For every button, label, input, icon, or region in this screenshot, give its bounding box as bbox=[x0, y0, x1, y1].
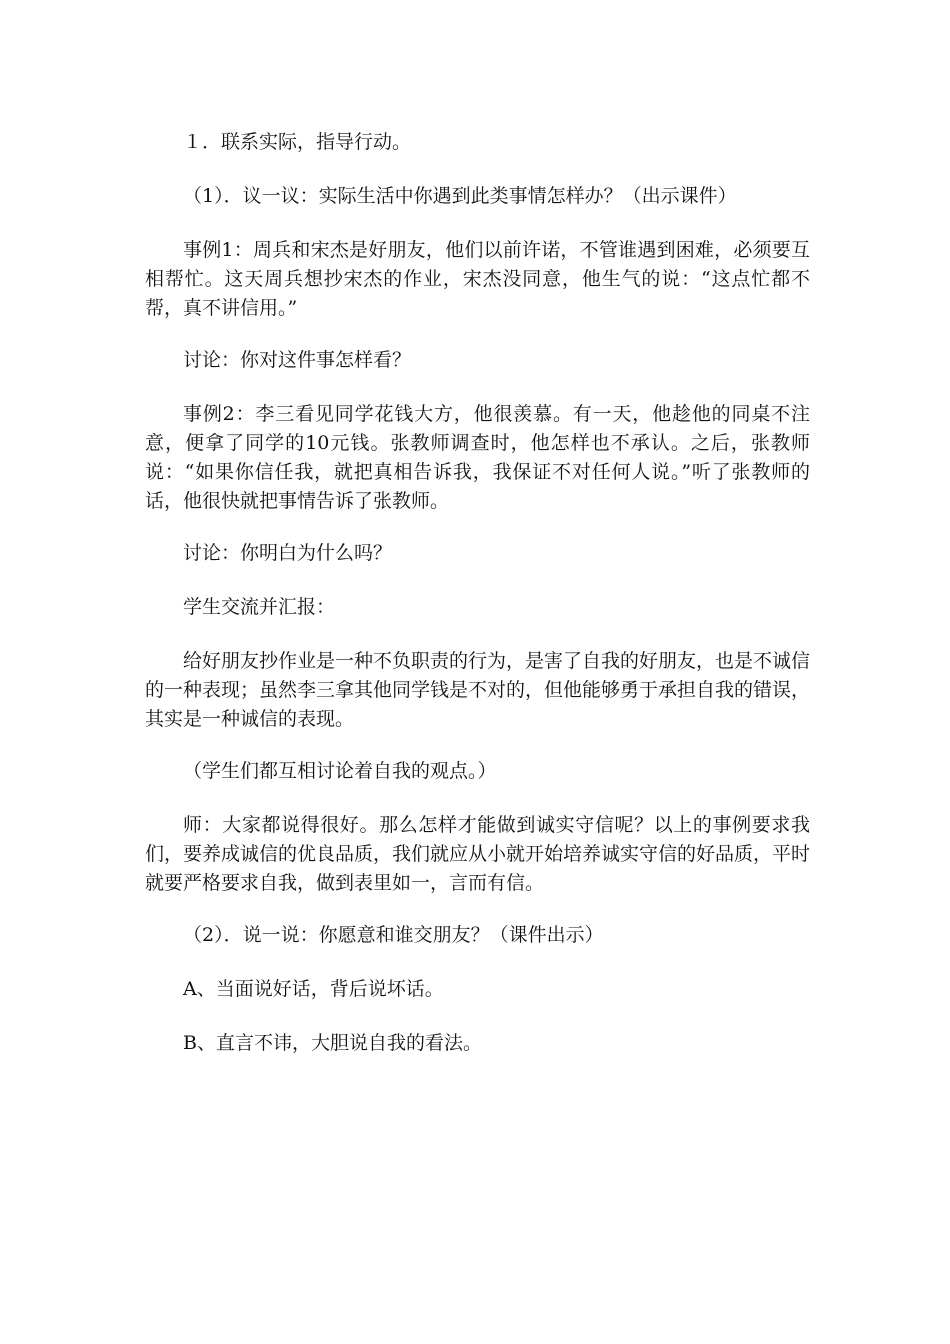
paragraph-student-report: 学生交流并汇报： bbox=[183, 596, 336, 618]
paragraph-example-2: 事例2：李三看见同学花钱大方，他很羡慕。有一天，他趁他的同桌不注意，便拿了同学的10元钱。张教师调查时，他怎样也不承认。之后，张教师说：“如果你信任我，就把真相告诉我，我保证不对任何人说。”听了张教师的话，他很快就把事情告诉了张教师。 bbox=[145, 403, 810, 512]
document-body bbox=[145, 128, 810, 1083]
paragraph-option-a: A、当面说好话，背后说坏话。 bbox=[183, 978, 444, 1000]
paragraph-discussion-1: 讨论：你对这件事怎样看？ bbox=[183, 349, 412, 371]
paragraph-teacher-summary: 师：大家都说得很好。那么怎样才能做到诚实守信呢？以上的事例要求我们，要养成诚信的优良品质，我们就应从小就开始培养诚实守信的好品质，平时就要严格要求自我，做到表里如一，言而有信。 bbox=[145, 814, 811, 894]
paragraph-friend-prompt: （2）．说一说：你愿意和谁交朋友？（课件出示） bbox=[183, 924, 604, 946]
paragraph-student-discussion: （学生们都互相讨论着自我的观点。） bbox=[183, 760, 497, 782]
paragraph-discussion-2: 讨论：你明白为什么吗？ bbox=[183, 542, 393, 564]
paragraph-option-b: B、直言不讳，大胆说自我的看法。 bbox=[183, 1032, 482, 1054]
paragraph-section-heading: １．联系实际，指导行动。 bbox=[183, 131, 412, 153]
paragraph-example-1: 事例1：周兵和宋杰是好朋友，他们以前许诺，不管谁遇到困难，必须要互相帮忙。这天周兵想抄宋杰的作业，宋杰没同意，他生气的说：“这点忙都不帮，真不讲信用。” bbox=[145, 239, 810, 319]
paragraph-report-content: 给好朋友抄作业是一种不负职责的行为，是害了自我的好朋友，也是不诚信的一种表现；虽然李三拿其他同学钱是不对的，但他能够勇于承担自我的错误，其实是一种诚信的表现。 bbox=[145, 650, 811, 730]
paragraph-discussion-prompt: （1）．议一议：实际生活中你遇到此类事情怎样办？（出示课件） bbox=[183, 185, 737, 207]
